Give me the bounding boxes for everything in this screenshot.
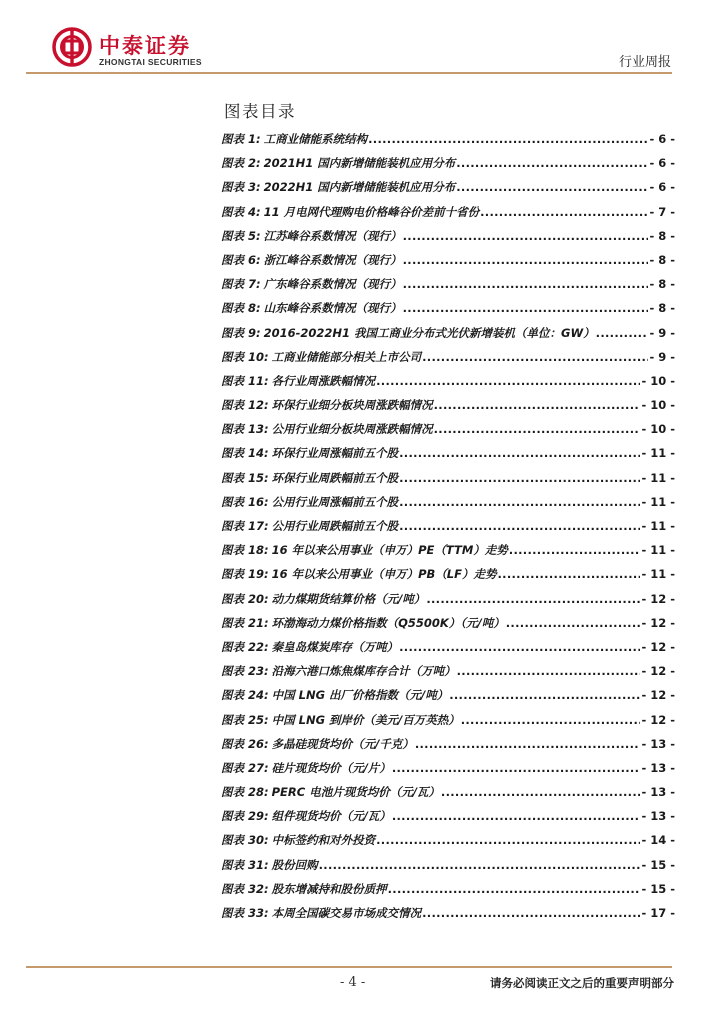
toc-entry-page: - 11 - — [641, 470, 675, 485]
toc-entry-label: 图表 4: — [221, 204, 261, 219]
toc-entry-label: 图表 17: — [221, 519, 269, 533]
toc-entry-title: 组件现货均价（元/瓦） — [271, 809, 391, 824]
toc-entry[interactable] — [221, 857, 675, 881]
toc-entry-page: - 8 - — [649, 277, 675, 292]
toc-entry-label: 图表 32: — [221, 881, 269, 896]
toc-entry-page: - 12 - — [641, 615, 675, 630]
toc-entry-title: 浙江峰谷系数情况（现行） — [263, 252, 402, 267]
toc-dot-leader — [403, 277, 649, 291]
toc-entry[interactable] — [221, 325, 675, 349]
header-divider — [26, 72, 672, 74]
toc-entry[interactable] — [221, 252, 675, 276]
toc-entry-page: - 12 - — [641, 712, 675, 727]
toc-entry-label: 图表 22: — [221, 639, 269, 654]
toc-entry-page: - 10 - — [641, 422, 675, 437]
toc-dot-leader — [422, 906, 640, 920]
toc-entry[interactable] — [221, 421, 675, 445]
toc-entry-label: 图表 11: — [221, 373, 269, 388]
toc-dot-leader — [509, 543, 641, 557]
toc-dot-leader — [403, 301, 649, 315]
zhongtai-logo-icon — [52, 27, 92, 67]
toc-entry-label: 图表 16: — [221, 494, 269, 509]
toc-dot-leader — [461, 713, 641, 727]
toc-dot-leader — [399, 519, 640, 533]
toc-entry-page: - 6 - — [649, 180, 675, 195]
toc-entry-label: 图表 25: — [221, 712, 269, 727]
toc-entry[interactable] — [221, 470, 675, 494]
toc-entry-title: 环渤海动力煤价格指数（Q5500K）（元/吨） — [271, 615, 505, 630]
toc-dot-leader — [392, 761, 641, 775]
toc-entry-label: 图表 33: — [221, 906, 269, 920]
toc-entry-title: 多晶硅现货均价（元/千克） — [271, 736, 414, 751]
toc-entry-title: 中国 LNG 出厂价格指数（元/吨） — [271, 688, 449, 703]
toc-dot-leader — [376, 374, 640, 388]
toc-entry-title: 2022H1 国内新增储能装机应用分布 — [263, 180, 456, 195]
toc-entry-page: - 6 - — [649, 132, 675, 146]
toc-entry-page: - 6 - — [649, 156, 675, 171]
toc-dot-leader — [422, 350, 648, 364]
toc-entry-title: 2016-2022H1 我国工商业分布式光伏新增装机（单位：GW） — [263, 325, 595, 340]
toc-entry[interactable] — [221, 760, 675, 784]
toc-entry-title: 2021H1 国内新增储能装机应用分布 — [263, 156, 456, 171]
toc-dot-leader — [449, 688, 640, 702]
toc-entry-page: - 12 - — [641, 591, 675, 606]
toc-entry-title: 硅片现货均价（元/片） — [271, 760, 391, 775]
toc-entry[interactable] — [221, 881, 675, 905]
toc-entry-page: - 12 - — [641, 639, 675, 654]
toc-heading: 图表目录 — [224, 102, 296, 121]
toc-entry[interactable] — [221, 228, 675, 252]
toc-entry-label: 图表 3: — [221, 180, 261, 195]
toc-entry-page: - 13 - — [641, 760, 675, 775]
toc-entry-page: - 9 - — [649, 349, 675, 364]
toc-entry-label: 图表 5: — [221, 228, 261, 243]
toc-entry-page: - 13 - — [641, 736, 675, 751]
toc-entry-title: 工商业储能系统结构 — [263, 132, 368, 146]
toc-entry-label: 图表 26: — [221, 736, 269, 751]
toc-entry-title: 动力煤期货结算价格（元/吨） — [271, 591, 426, 606]
toc-dot-leader — [399, 495, 640, 509]
toc-entry[interactable] — [221, 832, 675, 856]
toc-entry-page: - 10 - — [641, 398, 675, 413]
toc-entry-title: 公用行业周跌幅前五个股 — [271, 519, 399, 533]
toc-entry-label: 图表 9: — [221, 325, 261, 340]
toc-dot-leader — [498, 567, 641, 581]
toc-dot-leader — [457, 664, 641, 678]
toc-entry[interactable] — [221, 373, 675, 397]
toc-entry-label: 图表 31: — [221, 857, 269, 872]
toc-entry-label: 图表 13: — [221, 422, 269, 437]
toc-entry-label: 图表 21: — [221, 615, 269, 630]
toc-entry-page: - 9 - — [649, 325, 675, 340]
toc-entry[interactable] — [221, 204, 675, 228]
toc-entry-page: - 14 - — [641, 833, 675, 848]
toc-entry-title: 各行业周涨跌幅情况 — [271, 373, 376, 388]
toc-entry[interactable] — [221, 445, 675, 469]
toc-entry-page: - 8 - — [649, 252, 675, 267]
toc-entry-title: 本周全国碳交易市场成交情况 — [271, 906, 422, 920]
footer-disclaimer: 请务必阅读正文之后的重要声明部分 — [490, 976, 674, 990]
toc-entry-label: 图表 28: — [221, 785, 269, 800]
toc-entry-label: 图表 30: — [221, 833, 269, 848]
toc-entry[interactable] — [221, 518, 675, 542]
toc-entry-title: 中国 LNG 到岸价（美元/百万英热） — [271, 712, 460, 727]
toc-entry-label: 图表 14: — [221, 446, 269, 461]
toc-entry[interactable] — [221, 615, 675, 639]
toc-dot-leader — [434, 422, 641, 436]
toc-entry-page: - 15 - — [641, 857, 675, 872]
toc-entry-label: 图表 1: — [221, 132, 261, 146]
toc-dot-leader — [376, 833, 640, 847]
toc-entry[interactable] — [221, 300, 675, 324]
toc-entry[interactable] — [221, 663, 675, 687]
toc-entry-page: - 13 - — [641, 809, 675, 824]
logo-wordmark-cn: 中泰证券 — [99, 34, 191, 58]
toc-dot-leader — [399, 471, 640, 485]
toc-entry-label: 图表 7: — [221, 277, 261, 292]
toc-entry-title: 公用行业细分板块周涨跌幅情况 — [271, 422, 433, 437]
toc-dot-leader — [319, 858, 641, 872]
toc-dot-leader — [480, 205, 648, 219]
toc-entry[interactable] — [221, 736, 675, 760]
toc-entry-title: 11 月电网代理购电价格峰谷价差前十省份 — [263, 204, 480, 219]
toc-dot-leader — [426, 592, 640, 606]
toc-entry[interactable] — [221, 712, 675, 736]
toc-entry-page: - 8 - — [649, 301, 675, 316]
toc-entry[interactable] — [221, 591, 675, 615]
toc-entry-title: 16 年以来公用事业（申万）PB（LF）走势 — [271, 567, 497, 582]
toc-entry-title: 沿海六港口炼焦煤库存合计（万吨） — [271, 664, 456, 679]
toc-dot-leader — [403, 229, 649, 243]
toc-entry-label: 图表 2: — [221, 156, 261, 171]
toc-entry-label: 图表 27: — [221, 760, 269, 775]
page-number: - 4 - — [340, 975, 366, 990]
toc-dot-leader — [456, 180, 648, 194]
toc-dot-leader — [456, 156, 648, 170]
toc-entry-page: - 11 - — [641, 567, 675, 582]
toc-entry-label: 图表 20: — [221, 591, 269, 606]
toc-entry-title: 广东峰谷系数情况（现行） — [263, 277, 402, 292]
page-header — [0, 0, 724, 80]
toc-entry-title: PERC 电池片现货均价（元/瓦） — [271, 785, 440, 800]
toc-entry-label: 图表 15: — [221, 470, 269, 485]
toc-entry-title: 公用行业周涨幅前五个股 — [271, 494, 399, 509]
toc-entry[interactable] — [221, 349, 675, 373]
toc-dot-leader — [434, 398, 641, 412]
toc-entry-label: 图表 19: — [221, 567, 269, 582]
toc-entry-page: - 11 - — [641, 494, 675, 509]
toc-entry-page: - 12 - — [641, 688, 675, 703]
toc-entry-label: 图表 10: — [221, 349, 269, 364]
toc-entry-title: 股东增减持和股份质押 — [271, 881, 387, 896]
toc-entry-title: 山东峰谷系数情况（现行） — [263, 301, 402, 316]
toc-entry-label: 图表 29: — [221, 809, 269, 824]
toc-entry-page: - 10 - — [641, 373, 675, 388]
toc-entry[interactable] — [221, 808, 675, 832]
toc-entry[interactable] — [221, 276, 675, 300]
toc-entry-label: 图表 24: — [221, 688, 269, 703]
toc-entry-label: 图表 18: — [221, 543, 269, 558]
toc-entry-title: 环保行业周跌幅前五个股 — [271, 470, 399, 485]
toc-dot-leader — [392, 809, 641, 823]
toc-entry[interactable] — [221, 639, 675, 663]
toc-entry[interactable] — [221, 542, 675, 566]
toc-entry-title: 工商业储能部分相关上市公司 — [271, 349, 422, 364]
toc-entry[interactable] — [221, 784, 675, 808]
toc-entry[interactable] — [221, 131, 675, 155]
toc-entry-label: 图表 6: — [221, 252, 261, 267]
toc-dot-leader — [415, 737, 641, 751]
toc-entry[interactable] — [221, 687, 675, 711]
toc-entry-page: - 11 - — [641, 446, 675, 461]
toc-dot-leader — [403, 253, 649, 267]
toc-dot-leader — [441, 785, 641, 799]
toc-dot-leader — [596, 326, 649, 340]
toc-entry-title: 16 年以来公用事业（申万）PE（TTM）走势 — [271, 543, 508, 558]
toc-entry[interactable] — [221, 179, 675, 203]
toc-entry-label: 图表 8: — [221, 301, 261, 316]
toc-dot-leader — [368, 132, 648, 146]
toc-dot-leader — [388, 882, 641, 896]
report-type-label: 行业周报 — [618, 55, 671, 70]
toc-entry-page: - 13 - — [641, 785, 675, 800]
figure-toc-list — [221, 131, 675, 929]
toc-entry-label: 图表 12: — [221, 398, 269, 413]
toc-entry[interactable] — [221, 905, 675, 929]
toc-entry-title: 中标签约和对外投资 — [271, 833, 376, 848]
toc-entry[interactable] — [221, 566, 675, 590]
toc-entry-page: - 15 - — [641, 881, 675, 896]
toc-entry-title: 环保行业周涨幅前五个股 — [271, 446, 399, 461]
toc-entry[interactable] — [221, 397, 675, 421]
logo-wordmark-en: ZHONGTAI SECURITIES — [99, 57, 202, 67]
toc-entry-page: - 8 - — [649, 228, 675, 243]
toc-entry-title: 股份回购 — [271, 857, 318, 872]
toc-dot-leader — [399, 640, 640, 654]
toc-entry-page: - 11 - — [641, 543, 675, 558]
toc-entry-page: - 11 - — [641, 519, 675, 533]
toc-entry-title: 秦皇岛煤炭库存（万吨） — [271, 639, 399, 654]
toc-dot-leader — [399, 446, 640, 460]
toc-entry-page: - 7 - — [649, 204, 675, 219]
toc-dot-leader — [506, 616, 641, 630]
toc-entry[interactable] — [221, 155, 675, 179]
toc-entry-page: - 12 - — [641, 664, 675, 679]
toc-entry-page: - 17 - — [641, 906, 675, 920]
toc-entry-label: 图表 23: — [221, 664, 269, 679]
toc-entry[interactable] — [221, 494, 675, 518]
toc-entry-title: 江苏峰谷系数情况（现行） — [263, 228, 402, 243]
footer-divider — [26, 966, 672, 968]
toc-entry-title: 环保行业细分板块周涨跌幅情况 — [271, 398, 433, 413]
